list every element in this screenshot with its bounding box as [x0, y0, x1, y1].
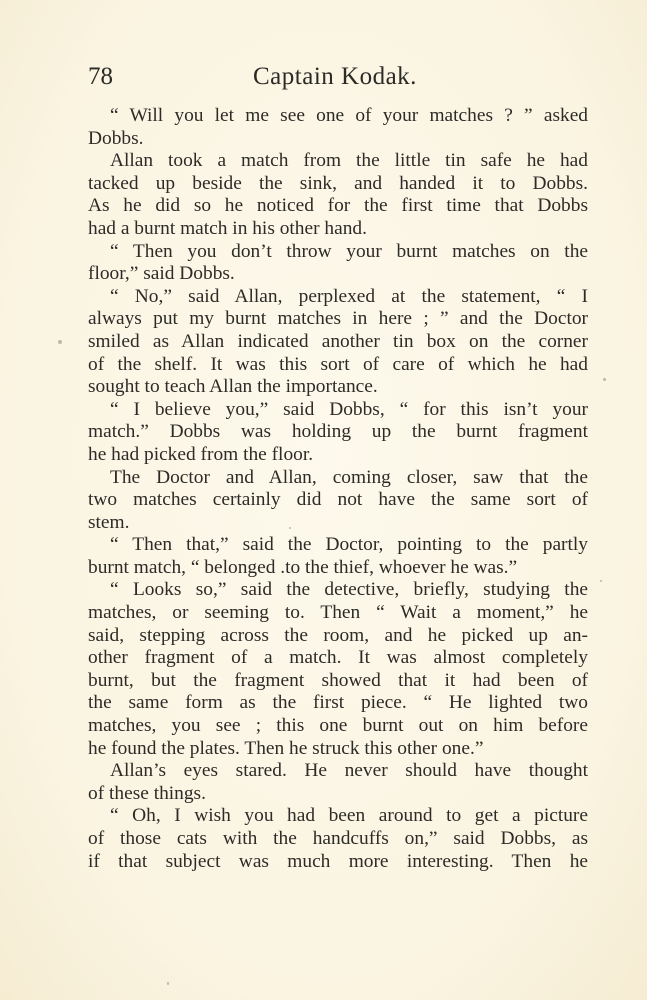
text-line: “ I believe you,” said Dobbs, “ for this isn’t your — [110, 398, 588, 420]
running-header — [88, 60, 588, 94]
text-line: Dobbs. — [88, 127, 144, 149]
text-line: other fragment of a match. It was almost completely — [88, 647, 588, 669]
text-line: stem. — [88, 511, 130, 533]
paper-speck — [603, 378, 606, 381]
text-line: of the shelf. It was this sort of care of which he had — [88, 353, 588, 375]
text-line: if that subject was much more interesting. Then he — [88, 850, 588, 872]
text-line: “ Then that,” said the Doctor, pointing to the partly — [110, 534, 588, 556]
text-line: Allan took a match from the little tin safe he had — [110, 150, 588, 172]
text-line: “ No,” said Allan, perplexed at the statement, “ I — [110, 285, 588, 307]
text-line: two matches certainly did not have the same sort of — [88, 489, 588, 511]
running-title: Captain Kodak. — [253, 63, 417, 90]
text-line: matches, you see ; this one burnt out on him before — [88, 715, 588, 737]
text-line: burnt, but the fragment showed that it had been of — [88, 669, 588, 691]
text-line: the same form as the first piece. “ He lighted two — [88, 692, 588, 714]
text-line: said, stepping across the room, and he picked up an- — [88, 624, 588, 646]
text-line: “ Then you don’t throw your burnt matches on the — [110, 240, 588, 262]
text-line: “ Oh, I wish you had been around to get a picture — [110, 805, 588, 827]
paper-speck — [58, 340, 62, 344]
paper-speck — [289, 527, 291, 529]
text-line: of those cats with the handcuffs on,” said Dobbs, as — [88, 828, 588, 849]
text-line: “ Will you let me see one of your matches ? ” asked — [110, 105, 588, 126]
paper-speck — [600, 580, 602, 582]
text-line: always put my burnt matches in here ; ” and the Doctor — [88, 308, 588, 330]
text-line: of these things. — [88, 782, 206, 804]
text-line: sought to teach Allan the importance. — [88, 376, 378, 398]
paper-speck — [167, 982, 169, 985]
text-line: As he did so he noticed for the first time that Dobbs — [88, 195, 588, 217]
text-line: he found the plates. Then he struck this other one.” — [88, 737, 484, 759]
text-line: The Doctor and Allan, coming closer, saw that the — [110, 466, 588, 488]
text-line: he had picked from the floor. — [88, 443, 314, 465]
text-line: Allan’s eyes stared. He never should have thought — [110, 760, 588, 782]
text-line: floor,” said Dobbs. — [88, 263, 235, 285]
text-line: had a burnt match in his other hand. — [88, 217, 367, 239]
text-line: matches, or seeming to. Then “ Wait a moment,” he — [88, 602, 588, 624]
text-line: smiled as Allan indicated another tin box on the corner — [88, 330, 588, 352]
page-number: 78 — [88, 63, 113, 90]
body-text — [88, 105, 588, 873]
text-line: “ Looks so,” said the detective, briefly, studying the — [110, 579, 588, 601]
text-line: burnt match, “ belonged .to the thief, whoever he was.” — [88, 556, 518, 578]
text-line: match.” Dobbs was holding up the burnt fragment — [88, 421, 588, 443]
text-line: tacked up beside the sink, and handed it to Dobbs. — [88, 172, 588, 194]
